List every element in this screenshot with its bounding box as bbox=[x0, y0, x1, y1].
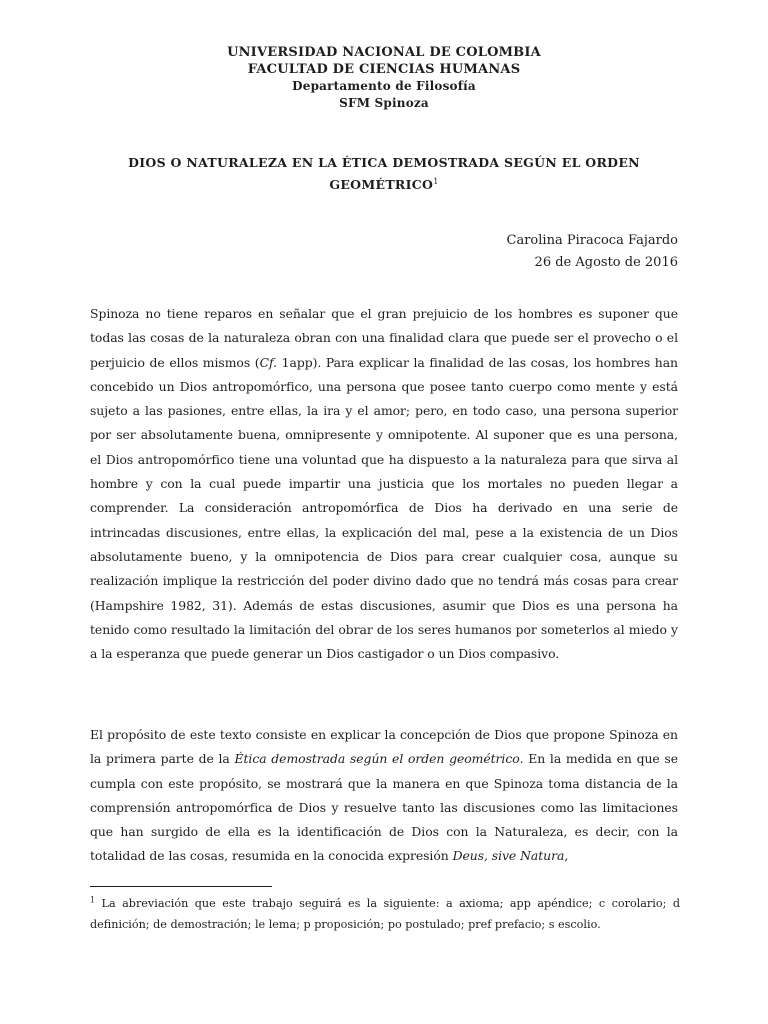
footnote-1 bbox=[90, 893, 680, 935]
university-name: UNIVERSIDAD NACIONAL DE COLOMBIA bbox=[227, 45, 541, 60]
title-footnote-mark: 1 bbox=[433, 176, 439, 186]
faculty-name: FACULTAD DE CIENCIAS HUMANAS bbox=[247, 62, 521, 77]
deus-sive-natura-italic: Deus, sive Natura bbox=[452, 848, 565, 864]
paragraph-1-part-2: 1app). Para explicar la finalidad de las cosas, los hombres han concebido un Dios antropomórfico, una persona que posee tanto cuerpo como mente y está sujeto a las pasiones, entre ellas, la ira y el amor; pero, en todo caso, una persona superior por ser absolutamente buena, omnipresente y omnipotente. Al suponer que es una persona, el Dios antropomórfico tiene una voluntad que ha dispuesto a la naturaleza para que sirva al hombre y con la cual puede impartir una justicia que los mortales no pueden llegar a comprender. La consideración antropomórfica de Dios ha derivado en una serie de intrincadas discusiones, entre ellas, la explicación del mal, pese a la existencia de un Dios absolutamente bueno, y la omnipotencia de Dios para crear cualquier cosa, aunque su realización implique la restricción del poder divino dado que no tendrá más cosas para crear (Hampshire 1982, 31). Además de estas discusiones, asumir que Dios es una persona ha tenido como resultado la limitación del obrar de los seres humanos por someterlos al miedo y a la esperanza que puede generar un Dios castigador o un Dios compasivo. bbox=[90, 354, 678, 662]
paragraph-1-part-1: Spinoza no tiene reparos en señalar que el gran prejuicio de los hombres es suponer que todas las cosas de la naturaleza obran con una finalidad clara que puede ser el provecho o el perjuicio de ellos mismos ( bbox=[90, 306, 678, 370]
author-name: Carolina Piracoca Fajardo bbox=[506, 233, 678, 248]
paragraph-1-text bbox=[90, 302, 678, 666]
work-title-italic: Ética demostrada según el orden geométrico bbox=[234, 751, 520, 767]
department-name: Departamento de Filosofía bbox=[292, 79, 476, 93]
author-block bbox=[507, 230, 678, 274]
footnote-separator bbox=[90, 886, 272, 887]
cf-abbreviation: Cf. bbox=[259, 354, 277, 370]
document-header bbox=[90, 44, 678, 112]
seminar-name: SFM Spinoza bbox=[339, 96, 429, 110]
document-date: 26 de Agosto de 2016 bbox=[534, 255, 678, 270]
document-title bbox=[110, 152, 658, 196]
paragraph-2-text bbox=[90, 723, 678, 869]
title-line-2-wrap bbox=[110, 174, 658, 196]
title-line-2: GEOMÉTRICO bbox=[329, 177, 434, 192]
body-paragraph-1 bbox=[90, 302, 678, 666]
body-paragraph-2 bbox=[90, 723, 678, 869]
paragraph-2-part-2: . En la medida en que se cumpla con este propósito, se mostrará que la manera en que Spinoza toma distancia de la comprensión antropomórfica de Dios y resuelve tanto las discusiones como las limitaciones que han surgido de ella es la identificación de Dios con la Naturaleza, es decir, con la totalidad de las cosas, resumida en la conocida expresión bbox=[90, 751, 678, 864]
paragraph-2-part-3: , bbox=[564, 848, 569, 864]
footnote-text: La abreviación que este trabajo seguirá es la siguiente: a axioma; app apéndice; c corolario; d definición; de demostración; le lema; p proposición; po postulado; pref prefacio; s escolio. bbox=[90, 897, 680, 931]
footnote-mark: 1 bbox=[90, 895, 96, 905]
title-line-1: DIOS O NATURALEZA EN LA ÉTICA DEMOSTRADA SEGÚN EL ORDEN bbox=[128, 155, 640, 170]
paragraph-2-part-1: El propósito de este texto consiste en explicar la concepción de Dios que propone Spinoza en la primera parte de la bbox=[90, 727, 678, 767]
